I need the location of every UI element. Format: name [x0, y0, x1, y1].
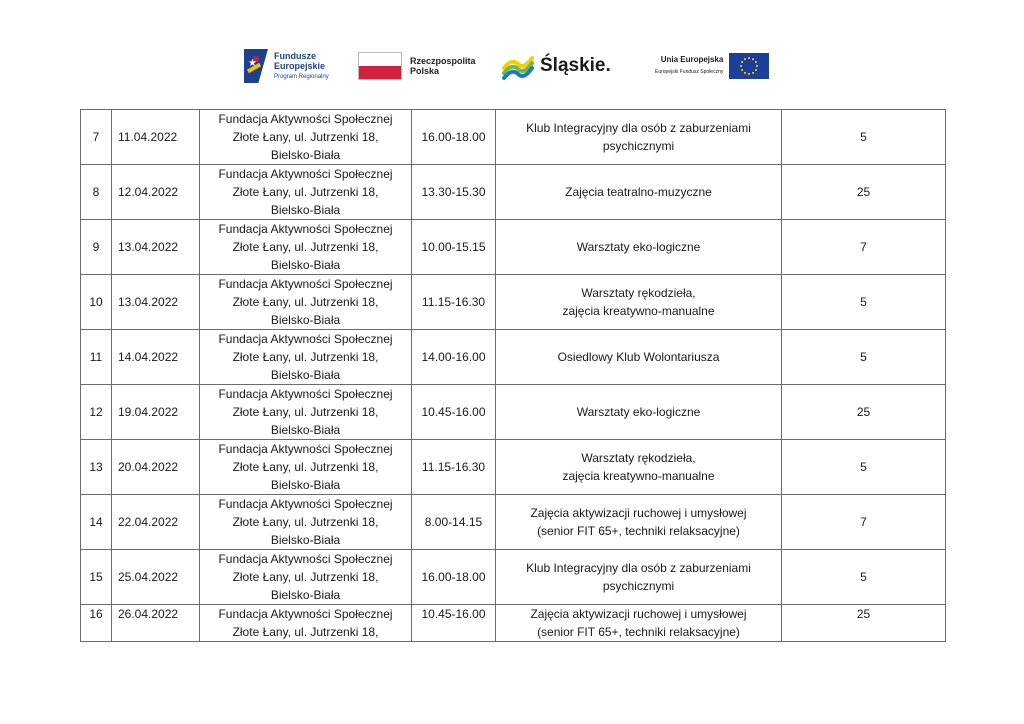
- cell-activity: Zajęcia aktywizacji ruchowej i umysłowej (senior FIT 65+, techniki relaksacyjne): [496, 495, 782, 550]
- cell-date: 13.04.2022: [112, 275, 200, 330]
- cell-date: 14.04.2022: [112, 330, 200, 385]
- table-row: [81, 495, 946, 550]
- ue-line-2: Europejski Fundusz Społeczny: [655, 69, 724, 75]
- cell-place: Fundacja Aktywności Społecznej Złote Łany, ul. Jutrzenki 18, Bielsko-Biała: [200, 385, 412, 440]
- slaskie-logo: [502, 44, 611, 88]
- cell-place: Fundacja Aktywności Społecznej Złote Łany, ul. Jutrzenki 18, Bielsko-Biała: [200, 330, 412, 385]
- cell-time: 16.00-18.00: [412, 110, 496, 165]
- cell-activity: Klub Integracyjny dla osób z zaburzeniami psychicznymi: [496, 550, 782, 605]
- cell-time: 10.45-16.00: [412, 385, 496, 440]
- cell-date: 22.04.2022: [112, 495, 200, 550]
- eu-star-icon: [755, 61, 757, 63]
- cell-date: 12.04.2022: [112, 165, 200, 220]
- table-row: [81, 605, 946, 642]
- table-row: [81, 330, 946, 385]
- cell-no: 12: [81, 385, 112, 440]
- polish-flag-icon: [358, 52, 402, 80]
- cell-place: Fundacja Aktywności Społecznej Złote Łany, ul. Jutrzenki 18, Bielsko-Biała: [200, 165, 412, 220]
- fe-line-3: Program Regionalny: [274, 73, 329, 80]
- logo-bar: [0, 44, 1024, 88]
- slaskie-waves-icon: [502, 50, 534, 82]
- table-row: [81, 275, 946, 330]
- fe-line-1: Fundusze: [274, 50, 316, 61]
- cell-date: 26.04.2022: [112, 605, 200, 642]
- eu-star-icon: [756, 65, 758, 67]
- cell-no: 13: [81, 440, 112, 495]
- table-row: [81, 385, 946, 440]
- cell-count: 7: [782, 495, 946, 550]
- eu-flag-icon: [729, 53, 769, 79]
- fe-line-2: Europejskie: [274, 60, 326, 71]
- cell-count: 25: [782, 385, 946, 440]
- cell-place: Fundacja Aktywności Społecznej Złote Łany, ul. Jutrzenki 18, Bielsko-Biała: [200, 275, 412, 330]
- cell-no: 7: [81, 110, 112, 165]
- cell-date: 20.04.2022: [112, 440, 200, 495]
- table-row: [81, 110, 946, 165]
- cell-place: Fundacja Aktywności Społecznej Złote Łany, ul. Jutrzenki 18, Bielsko-Biała: [200, 220, 412, 275]
- cell-no: 9: [81, 220, 112, 275]
- eu-star-icon: [741, 69, 743, 71]
- eu-star-icon: [755, 69, 757, 71]
- table-row: [81, 220, 946, 275]
- cell-place: Fundacja Aktywności Społecznej Złote Łany, ul. Jutrzenki 18,: [200, 605, 412, 642]
- cell-count: 5: [782, 550, 946, 605]
- cell-count: 25: [782, 165, 946, 220]
- eu-star-icon: [744, 58, 746, 60]
- cell-no: 10: [81, 275, 112, 330]
- eu-star-icon: [744, 72, 746, 74]
- eu-star-icon: [741, 61, 743, 63]
- cell-date: 25.04.2022: [112, 550, 200, 605]
- cell-count: 5: [782, 275, 946, 330]
- cell-date: 13.04.2022: [112, 220, 200, 275]
- ue-line-1: Unia Europejska: [660, 55, 724, 64]
- cell-time: 10.45-16.00: [412, 605, 496, 642]
- cell-no: 15: [81, 550, 112, 605]
- cell-date: 11.04.2022: [112, 110, 200, 165]
- cell-activity: Warsztaty eko-logiczne: [496, 385, 782, 440]
- cell-no: 11: [81, 330, 112, 385]
- eu-star-icon: [740, 65, 742, 67]
- cell-count: 25: [782, 605, 946, 642]
- cell-time: 13.30-15.30: [412, 165, 496, 220]
- table-row: [81, 550, 946, 605]
- eu-star-icon: [752, 72, 754, 74]
- cell-time: 16.00-18.00: [412, 550, 496, 605]
- cell-no: 8: [81, 165, 112, 220]
- fundusze-europejskie-logo: [244, 44, 329, 88]
- cell-date: 19.04.2022: [112, 385, 200, 440]
- rzeczpospolita-polska-logo: [358, 44, 476, 88]
- schedule-table: [80, 109, 946, 642]
- cell-activity: Klub Integracyjny dla osób z zaburzeniami psychicznymi: [496, 110, 782, 165]
- cell-place: Fundacja Aktywności Społecznej Złote Łany, ul. Jutrzenki 18, Bielsko-Biała: [200, 550, 412, 605]
- cell-time: 14.00-16.00: [412, 330, 496, 385]
- cell-count: 7: [782, 220, 946, 275]
- cell-no: 14: [81, 495, 112, 550]
- cell-activity: Osiedlowy Klub Wolontariusza: [496, 330, 782, 385]
- rp-line-1: Rzeczpospolita: [410, 56, 476, 66]
- cell-no: 16: [81, 605, 112, 642]
- cell-time: 8.00-14.15: [412, 495, 496, 550]
- cell-count: 5: [782, 330, 946, 385]
- eu-star-icon: [748, 57, 750, 59]
- cell-activity: Warsztaty eko-logiczne: [496, 220, 782, 275]
- cell-time: 10.00-15.15: [412, 220, 496, 275]
- cell-activity: Warsztaty rękodzieła, zajęcia kreatywno-manualne: [496, 275, 782, 330]
- table-row: [81, 165, 946, 220]
- rp-line-2: Polska: [410, 66, 440, 76]
- cell-activity: Warsztaty rękodzieła, zajęcia kreatywno-manualne: [496, 440, 782, 495]
- cell-time: 11.15-16.30: [412, 440, 496, 495]
- eu-star-icon: [748, 73, 750, 75]
- eu-star-icon: [752, 58, 754, 60]
- cell-place: Fundacja Aktywności Społecznej Złote Łany, ul. Jutrzenki 18, Bielsko-Biała: [200, 110, 412, 165]
- unia-europejska-logo: [655, 44, 769, 88]
- cell-count: 5: [782, 110, 946, 165]
- cell-time: 11.15-16.30: [412, 275, 496, 330]
- fundusze-europejskie-mark-icon: ★: [244, 49, 268, 83]
- cell-activity: Zajęcia teatralno-muzyczne: [496, 165, 782, 220]
- cell-activity: Zajęcia aktywizacji ruchowej i umysłowej (senior FIT 65+, techniki relaksacyjne): [496, 605, 782, 642]
- slaskie-wordmark: Śląskie.: [540, 55, 611, 76]
- cell-count: 5: [782, 440, 946, 495]
- cell-place: Fundacja Aktywności Społecznej Złote Łany, ul. Jutrzenki 18, Bielsko-Biała: [200, 440, 412, 495]
- table-row: [81, 440, 946, 495]
- cell-place: Fundacja Aktywności Społecznej Złote Łany, ul. Jutrzenki 18, Bielsko-Biała: [200, 495, 412, 550]
